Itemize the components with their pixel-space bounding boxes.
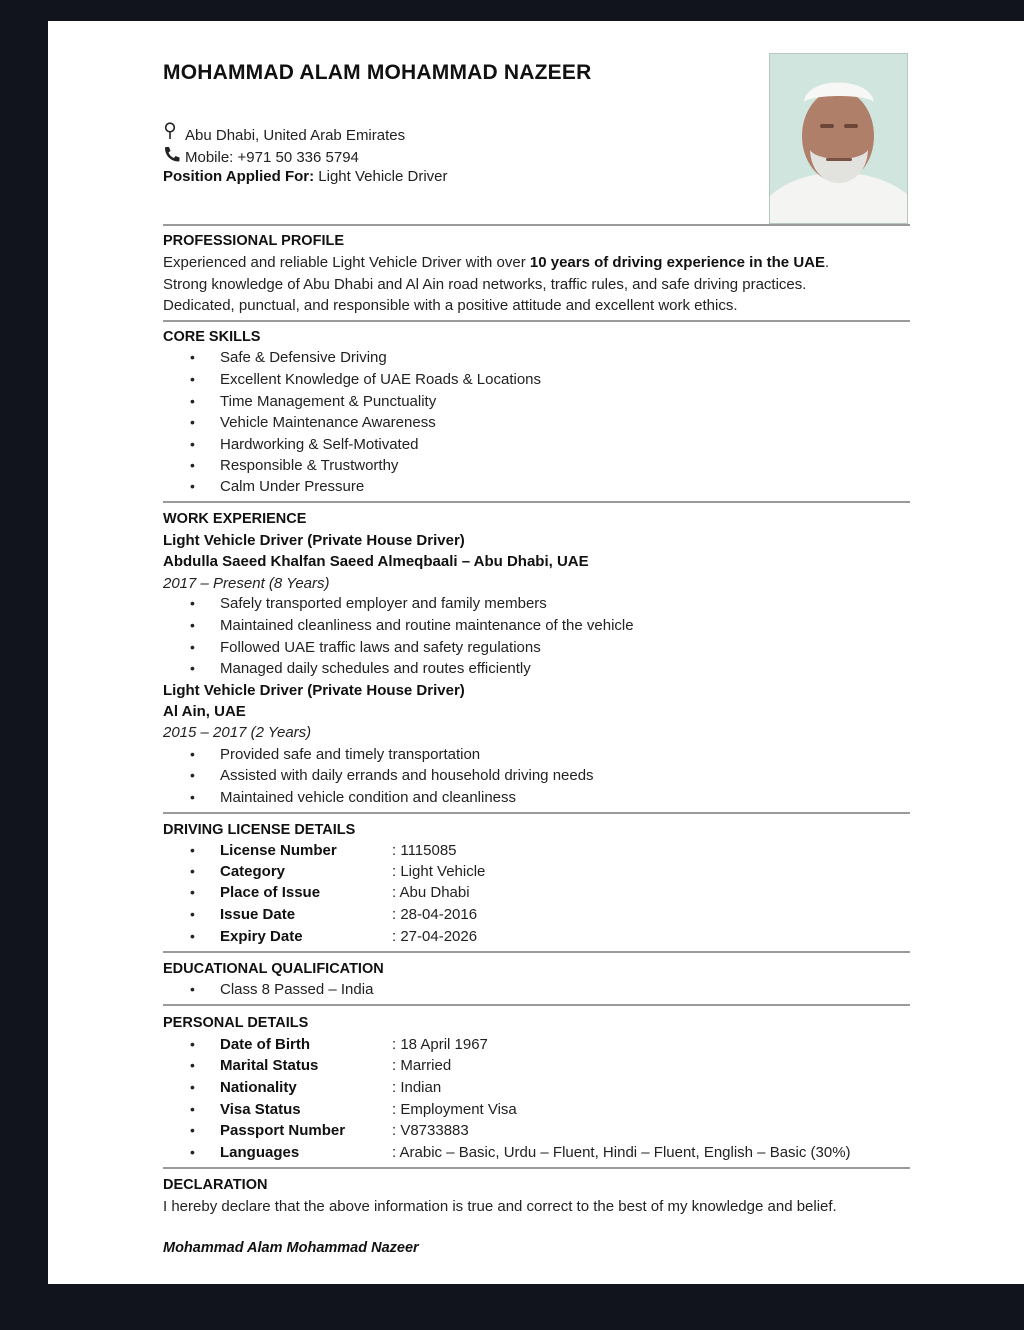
- profile-line-1-text: Experienced and reliable Light Vehicle Driver with over: [163, 254, 530, 271]
- skill-item: • Calm Under Pressure: [190, 478, 365, 495]
- personal-row: • Languages : Arabic – Basic, Urdu – Fluent, Hindi – Fluent, English – Basic (30%): [190, 1144, 851, 1161]
- job-title: Light Vehicle Driver (Private House Driver): [163, 532, 465, 549]
- profile-line-3: Dedicated, punctual, and responsible with a positive attitude and excellent work ethics.: [163, 297, 738, 314]
- divider: [163, 812, 910, 814]
- skill-item: • Hardworking & Self-Motivated: [190, 436, 419, 453]
- profile-heading: PROFESSIONAL PROFILE: [163, 233, 345, 249]
- license-row: • Category : Light Vehicle: [190, 863, 486, 880]
- profile-line-1-end: .: [824, 254, 830, 271]
- license-heading: DRIVING LICENSE DETAILS: [163, 822, 356, 838]
- license-row: • Expiry Date : 27-04-2026: [190, 928, 478, 945]
- position-value: Light Vehicle Driver: [318, 168, 448, 185]
- license-row: • Issue Date : 28-04-2016: [190, 906, 478, 923]
- job-duty: • Maintained vehicle condition and cleanliness: [190, 789, 517, 806]
- candidate-name: MOHAMMAD ALAM MOHAMMAD NAZEER: [163, 61, 592, 84]
- divider: [163, 951, 910, 953]
- skill-item: • Responsible & Trustworthy: [190, 457, 399, 474]
- divider: [163, 1167, 910, 1169]
- skill-item: • Safe & Defensive Driving: [190, 349, 387, 366]
- divider: [163, 501, 910, 503]
- map-pin-icon: [163, 122, 185, 144]
- personal-row: • Nationality : Indian: [190, 1079, 442, 1096]
- skill-item: • Vehicle Maintenance Awareness: [190, 414, 436, 431]
- divider: [163, 224, 910, 226]
- profile-highlight: 10 years of driving experience in the UAE: [529, 254, 825, 271]
- skill-item: • Excellent Knowledge of UAE Roads & Locations: [190, 371, 542, 388]
- education-heading: EDUCATIONAL QUALIFICATION: [163, 961, 384, 977]
- skill-item: • Time Management & Punctuality: [190, 393, 437, 410]
- personal-row: • Passport Number : V8733883: [190, 1122, 469, 1139]
- license-row: • Place of Issue : Abu Dhabi: [190, 884, 470, 901]
- personal-heading: PERSONAL DETAILS: [163, 1015, 309, 1031]
- declaration-text: I hereby declare that the above information is true and correct to the best of my knowledge and belief.: [163, 1198, 837, 1215]
- job-employer: Al Ain, UAE: [163, 703, 246, 720]
- declaration-heading: DECLARATION: [163, 1177, 268, 1193]
- experience-heading: WORK EXPERIENCE: [163, 511, 307, 527]
- job-duty: • Safely transported employer and family members: [190, 595, 547, 612]
- job-duty: • Followed UAE traffic laws and safety regulations: [190, 639, 541, 656]
- education-item: • Class 8 Passed – India: [190, 981, 374, 998]
- divider: [163, 1004, 910, 1006]
- job-period: 2015 – 2017 (2 Years): [163, 724, 312, 741]
- position-line: [163, 168, 448, 185]
- mobile-text: Mobile: +971 50 336 5794: [185, 149, 359, 166]
- job-duty: • Maintained cleanliness and routine maintenance of the vehicle: [190, 617, 634, 634]
- divider: [163, 320, 910, 322]
- personal-row: • Visa Status : Employment Visa: [190, 1101, 517, 1118]
- resume-page: [48, 21, 1024, 1284]
- position-label: Position Applied For:: [163, 168, 315, 185]
- job-period: 2017 – Present (8 Years): [163, 575, 330, 592]
- job-employer: Abdulla Saeed Khalfan Saeed Almeqbaali – Abu Dhabi, UAE: [163, 553, 589, 570]
- location-line: [163, 122, 405, 144]
- profile-line-2: Strong knowledge of Abu Dhabi and Al Ain road networks, traffic rules, and safe driving practices.: [163, 276, 807, 293]
- personal-row: • Marital Status : Married: [190, 1057, 452, 1074]
- profile-line-1: [163, 254, 829, 271]
- job-title: Light Vehicle Driver (Private House Driver): [163, 682, 465, 699]
- job-duty: • Provided safe and timely transportation: [190, 746, 481, 763]
- location-text: Abu Dhabi, United Arab Emirates: [185, 127, 406, 144]
- license-row: • License Number : 1115085: [190, 842, 457, 859]
- job-duty: • Assisted with daily errands and household driving needs: [190, 767, 594, 784]
- phone-icon: [163, 146, 185, 166]
- skills-heading: CORE SKILLS: [163, 329, 261, 345]
- job-duty: • Managed daily schedules and routes efficiently: [190, 660, 531, 677]
- profile-photo: [769, 53, 908, 224]
- mobile-line: [163, 146, 359, 166]
- personal-row: • Date of Birth : 18 April 1967: [190, 1036, 488, 1053]
- signature: Mohammad Alam Mohammad Nazeer: [163, 1240, 419, 1256]
